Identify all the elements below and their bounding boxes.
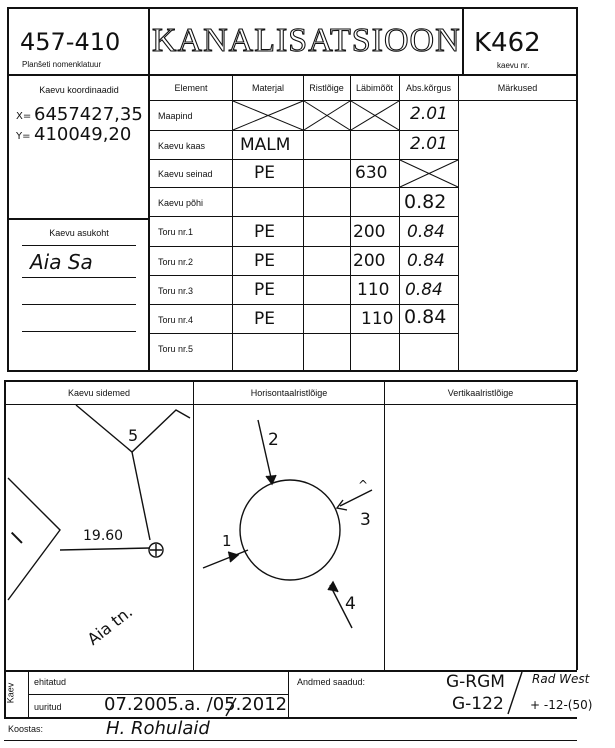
well-label: kaevu nr. <box>497 61 530 70</box>
pipe-direction-mark: ^ <box>358 478 369 492</box>
bottom-height: 0.82 <box>404 191 447 213</box>
location-value: Aia Sa <box>30 250 93 274</box>
built-label: ehitatud <box>34 677 67 687</box>
row-label-bottom: Kaevu põhi <box>158 198 204 208</box>
compiled-by-label: Koostas: <box>8 724 44 734</box>
pipe-4-material: PE <box>254 309 275 329</box>
pipe-1-diameter: 200 <box>353 222 386 242</box>
row-label-pipe-1: Toru nr.1 <box>158 227 194 237</box>
sheet-label: Planšeti nomenklatuur <box>22 60 102 69</box>
horizontal-section-heading: Horisontaalristlõige <box>250 388 328 398</box>
pipe-3-label: 3 <box>360 510 371 530</box>
coords-label: Kaevu koordinaadid <box>39 85 119 95</box>
pipe-3-material: PE <box>254 280 275 300</box>
row-label-pipe-3: Toru nr.3 <box>158 286 194 296</box>
pipe-2-material: PE <box>254 251 275 271</box>
pipe-4-diameter: 110 <box>361 309 394 329</box>
distance-label: 19.60 <box>83 528 124 544</box>
well-number: K462 <box>474 28 541 58</box>
row-label-cover: Kaevu kaas <box>158 141 206 151</box>
walls-material: PE <box>254 163 275 183</box>
pipe-3-diameter: 110 <box>357 280 390 300</box>
pipe-2-height: 0.84 <box>407 251 445 271</box>
data-received-label: Andmed saadud: <box>297 677 366 687</box>
compiled-by-value: H. Rohulaid <box>106 718 210 739</box>
walls-diameter: 630 <box>355 163 388 183</box>
pipe-2-label: 2 <box>268 430 279 450</box>
col-header-material: Materjal <box>251 83 284 93</box>
vertical-section-heading: Vertikaalristlõige <box>447 388 514 398</box>
x-coordinate: 6457427,35 <box>34 104 143 125</box>
footer-side-label: Kaev <box>5 682 16 704</box>
y-prefix: Y= <box>16 131 31 142</box>
pipe-4-label: 4 <box>345 594 356 614</box>
pipe-1-material: PE <box>254 222 275 242</box>
building-label: I <box>6 527 28 549</box>
data-received-value-4: + -12-(50) <box>530 698 593 712</box>
col-header-remarks: Märkused <box>497 83 538 93</box>
cover-material: MALM <box>240 135 291 155</box>
y-coordinate: 410049,20 <box>34 124 132 145</box>
row-label-walls: Kaevu seinad <box>158 169 213 179</box>
data-received-value-3: Rad West <box>532 672 590 686</box>
pipe-3-height: 0.84 <box>405 280 443 300</box>
col-header-element: Element <box>174 83 208 93</box>
location-label: Kaevu asukoht <box>49 228 109 238</box>
pipe-4-height: 0.84 <box>404 306 447 328</box>
pipe-1-height: 0.84 <box>407 222 445 242</box>
pipe-1-label: 1 <box>222 532 232 550</box>
col-header-diameter: Läbimõõt <box>355 83 394 93</box>
cover-height: 2.01 <box>410 134 448 154</box>
x-prefix: X= <box>16 111 32 122</box>
surveyed-label: uuritud <box>34 702 62 712</box>
connection-number-5: 5 <box>128 426 139 445</box>
row-label-pipe-4: Toru nr.4 <box>158 315 194 325</box>
sheet-number: 457-410 <box>20 28 121 56</box>
ground-height: 2.01 <box>410 104 448 124</box>
col-header-cross-section: Ristlõige <box>309 83 344 93</box>
col-header-abs-height: Abs.kõrgus <box>405 83 452 93</box>
connections-heading: Kaevu sidemed <box>67 388 131 398</box>
data-received-value-1: G-RGM <box>446 672 505 692</box>
row-label-pipe-2: Toru nr.2 <box>158 257 194 267</box>
row-label-ground: Maapind <box>158 111 193 121</box>
row-label-pipe-5: Toru nr.5 <box>158 344 194 354</box>
street-label: Aia tn. <box>83 602 137 649</box>
page-title: KANALISATSIOON <box>152 22 461 59</box>
surveyed-value: 07.2005.a. /05.2012 <box>104 694 288 715</box>
pipe-2-diameter: 200 <box>353 251 386 271</box>
data-received-value-2: G-122 <box>452 694 504 714</box>
